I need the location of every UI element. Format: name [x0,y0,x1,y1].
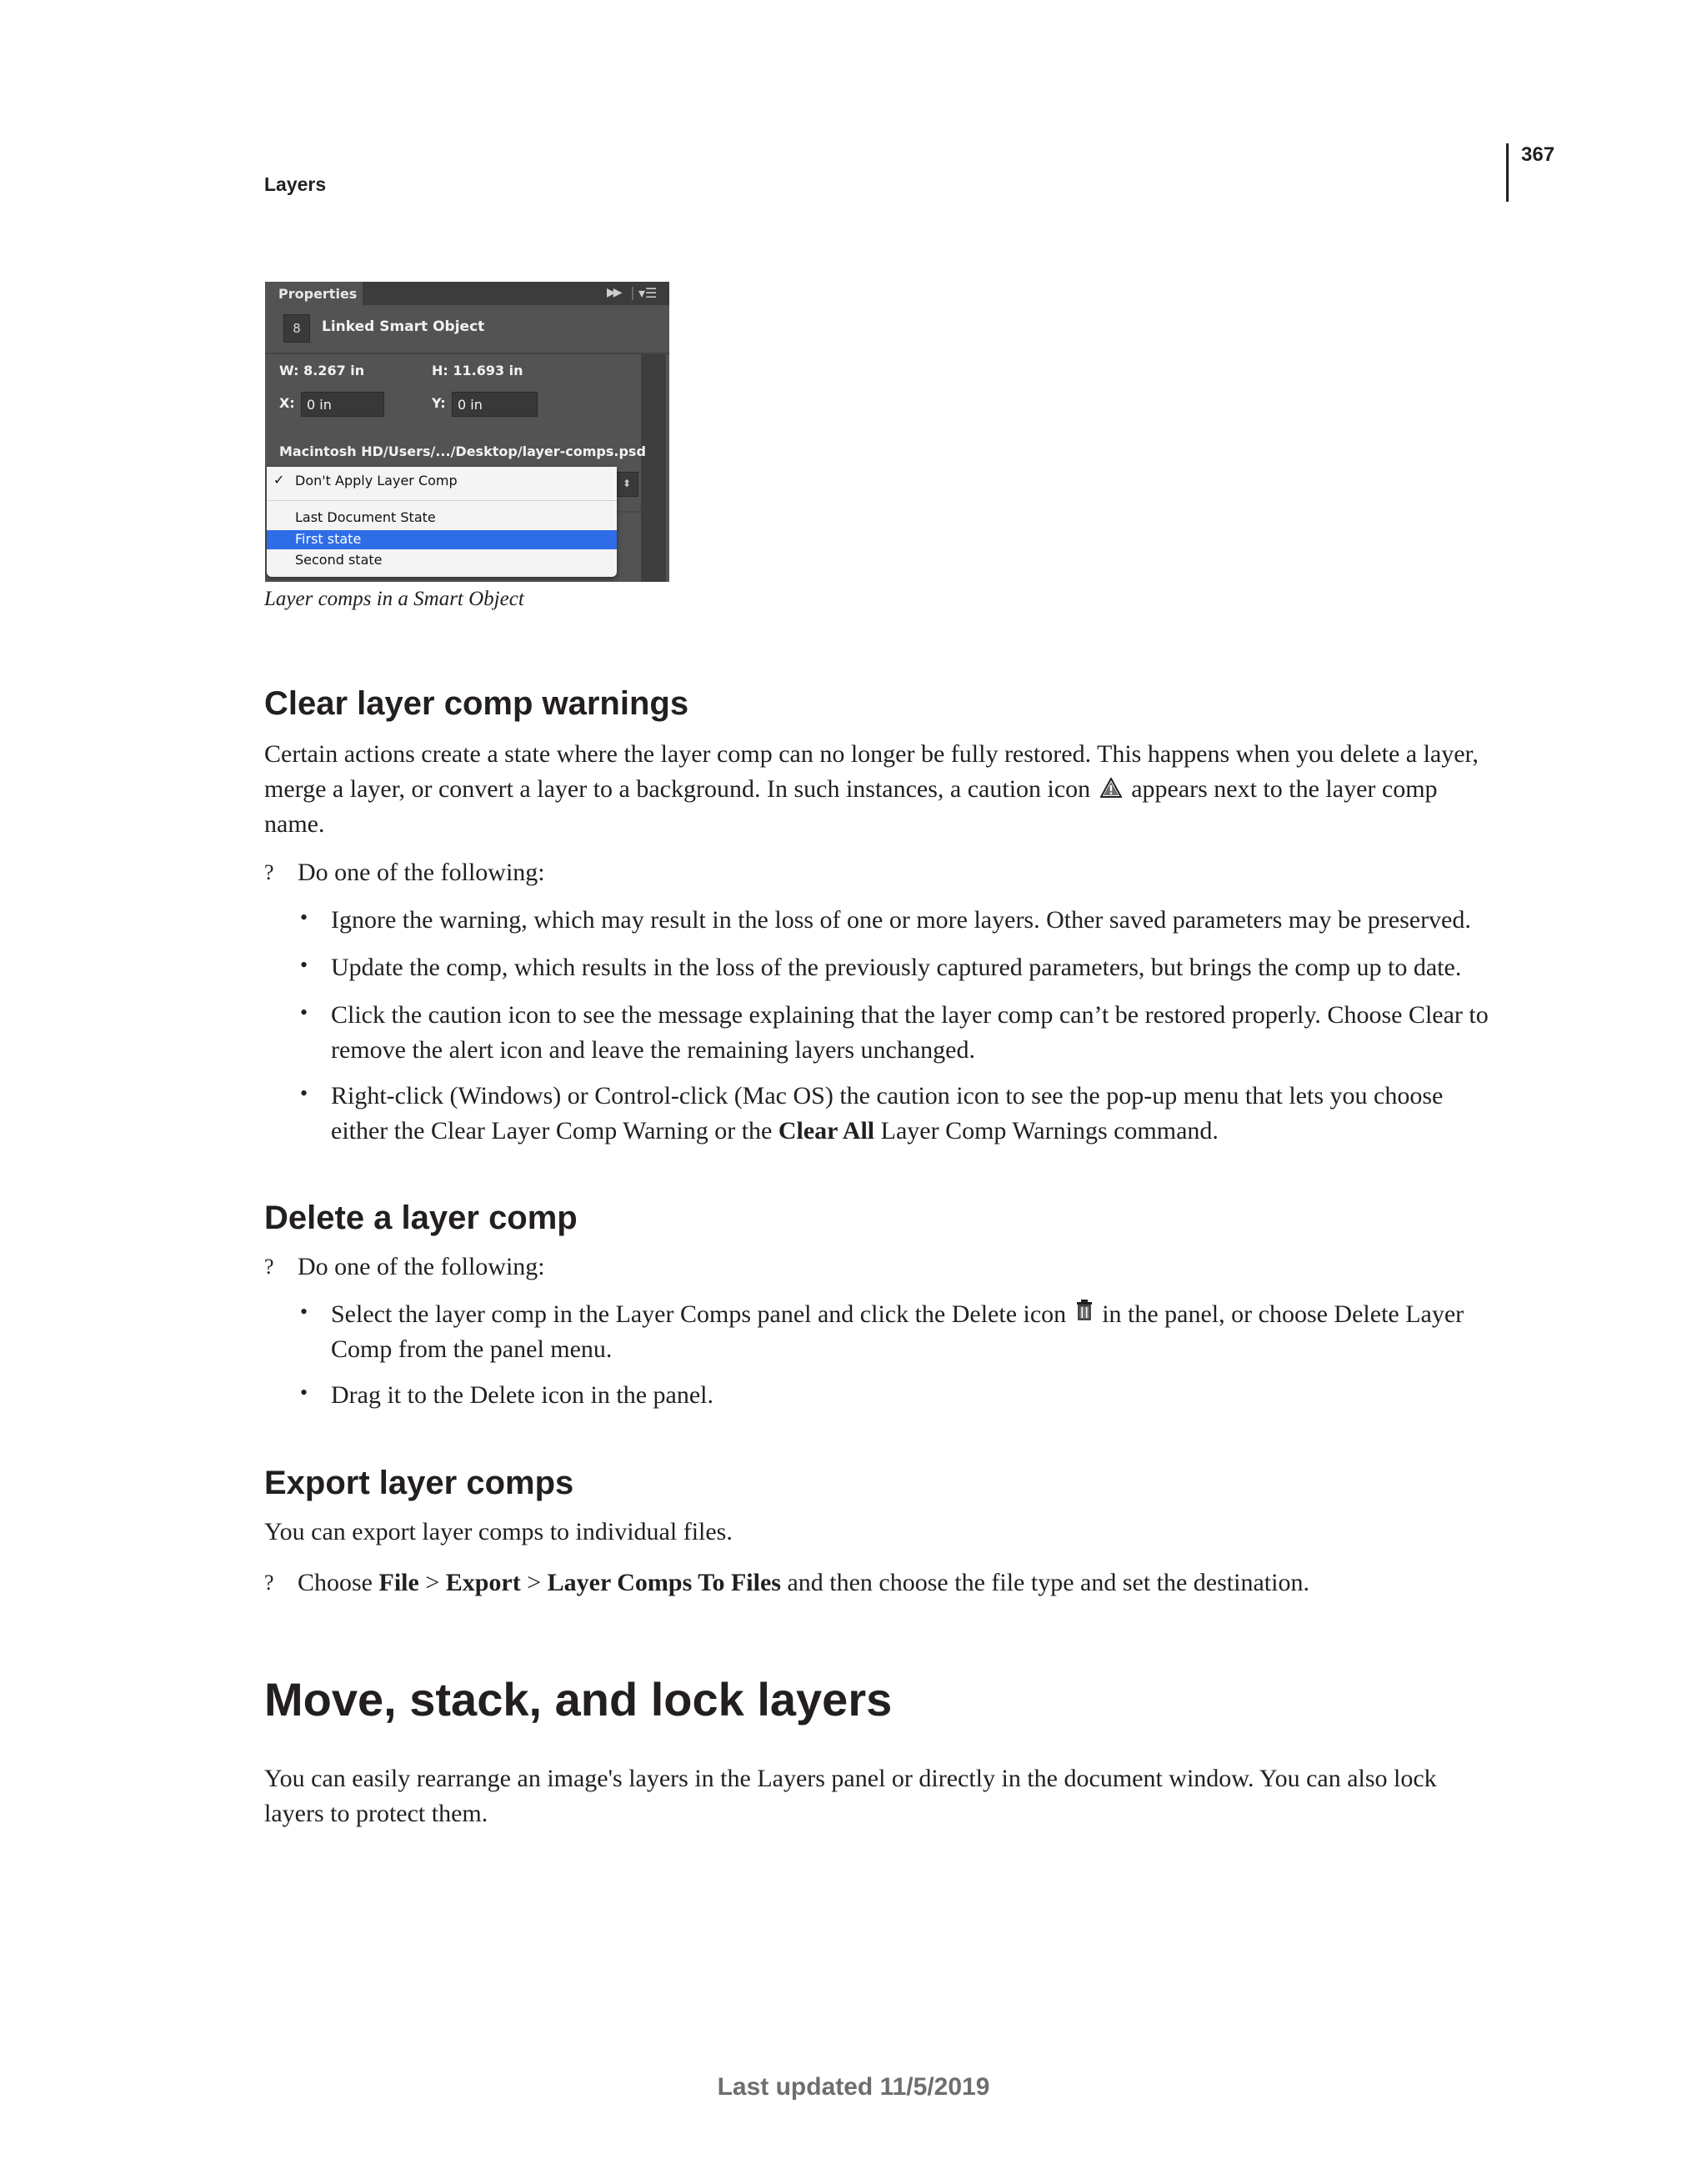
paragraph-move-stack-lock: You can easily rearrange an image's layers in the Layers panel or directly in the document window. You can also lock layers to protect them. [264,1765,1437,1827]
width-readout: W: 8.267 in [279,363,365,378]
step-text: Do one of the following: [298,859,545,886]
intro-text: appears next to the layer comp name. [264,775,1438,838]
menu-path-separator: > [418,1569,446,1596]
step-text-part: and then choose the file type and set the destination. [780,1569,1309,1596]
bold-term: Clear All [778,1117,875,1145]
bullet-item: Update the comp, which results in the loss of the previously captured parameters, but brings the comp up to date. [331,954,1462,981]
menu-path-export: Export [445,1569,521,1596]
smart-object-icon: 8 [283,314,310,343]
heading-move-stack-lock: Move, stack, and lock layers [264,1673,893,1726]
heading-delete-comp: Delete a layer comp [264,1200,578,1236]
step-text-part: Choose [298,1569,379,1596]
bullet-text: Right-click (Windows) or Control-click (Mac OS) the caution icon to see the pop-up menu that lets you choose either the Clear Layer Comp Warning or the [331,1082,1444,1145]
trash-icon [1076,1299,1093,1320]
bullet-text: Select the layer comp in the Layer Comps panel and click the Delete icon [331,1300,1067,1328]
step-marker: ? [264,1570,274,1595]
y-position-field[interactable]: 0 in [452,392,538,417]
paragraph-clear-warnings [264,737,1498,842]
x-label: X: [279,395,295,411]
panel-tab[interactable] [265,282,363,305]
running-header-section: Layers [264,173,327,195]
paragraph-export-comps: You can export layer comps to individual files. [264,1518,733,1545]
header-rule [1506,143,1509,202]
menu-path-separator: > [520,1569,548,1596]
menu-path-layer-comps-to-files: Layer Comps To Files [547,1569,781,1596]
bullet-item: Ignore the warning, which may result in the loss of one or more layers. Other saved parameters may be preserved. [331,906,1471,934]
dropdown-item-selected[interactable]: First state [295,531,362,547]
bullet-item [331,1297,1506,1367]
step-marker: ? [264,1255,274,1279]
bullet-text: Layer Comp Warnings command. [874,1117,1219,1145]
bullet-glyph: • [300,1081,308,1105]
x-position-field[interactable]: 0 in [301,392,384,417]
height-readout: H: 11.693 in [432,363,523,378]
layer-comp-dropdown [267,467,617,577]
heading-clear-warnings: Clear layer comp warnings [264,685,689,722]
linked-file-path: Macintosh HD/Users/.../Desktop/layer-comps.psd [279,443,646,459]
step-text: Do one of the following: [298,1253,545,1280]
heading-export-comps: Export layer comps [264,1465,574,1501]
bullet-glyph: • [300,1300,308,1324]
bullet-item [331,1079,1506,1149]
bullet-item: Drag it to the Delete icon in the panel. [331,1381,714,1409]
bullet-glyph: • [300,953,308,977]
checkmark-icon: ✓ [273,472,285,488]
object-type-label: Linked Smart Object [322,318,485,335]
select-arrows-icon[interactable]: ⬍ [615,472,638,497]
panel-tab-label: Properties [278,286,358,302]
intro-text: Certain actions create a state where the layer comp can no longer be fully restored. This happens when you delete a layer, merge a layer, or convert a layer to a background. In such instances, a caution icon [264,740,1479,803]
footer-last-updated: Last updated 11/5/2019 [717,2073,990,2101]
bullet-text: in the panel, or choose Delete Layer Comp from the panel menu. [331,1300,1464,1363]
page-number: 367 [1521,143,1555,166]
dropdown-separator [267,500,617,501]
bullet-glyph: • [300,905,308,929]
dropdown-item[interactable]: Second state [295,552,383,568]
panel-menu-icon[interactable]: ▾☰ [638,285,658,301]
panel-scrollbar[interactable] [641,354,666,582]
properties-panel-figure [265,282,669,582]
caution-icon [1100,778,1122,798]
step-marker: ? [264,860,274,884]
step-text [298,1565,1506,1600]
bullet-item: Click the caution icon to see the message explaining that the layer comp can’t be restored properly. Choose Clear to remove the alert icon and leave the remaining layers unchanged. [331,1001,1489,1064]
dropdown-item[interactable]: Last Document State [295,509,436,525]
y-label: Y: [432,395,446,411]
double-chevron-right-icon[interactable]: ▶▶ [607,286,620,299]
panel-separator [265,353,669,354]
titlebar-divider [632,287,633,300]
dropdown-item[interactable]: Don't Apply Layer Comp [295,473,458,488]
menu-path-file: File [378,1569,419,1596]
bullet-glyph: • [300,1000,308,1024]
figure-caption: Layer comps in a Smart Object [264,588,524,610]
bullet-glyph: • [300,1380,308,1405]
